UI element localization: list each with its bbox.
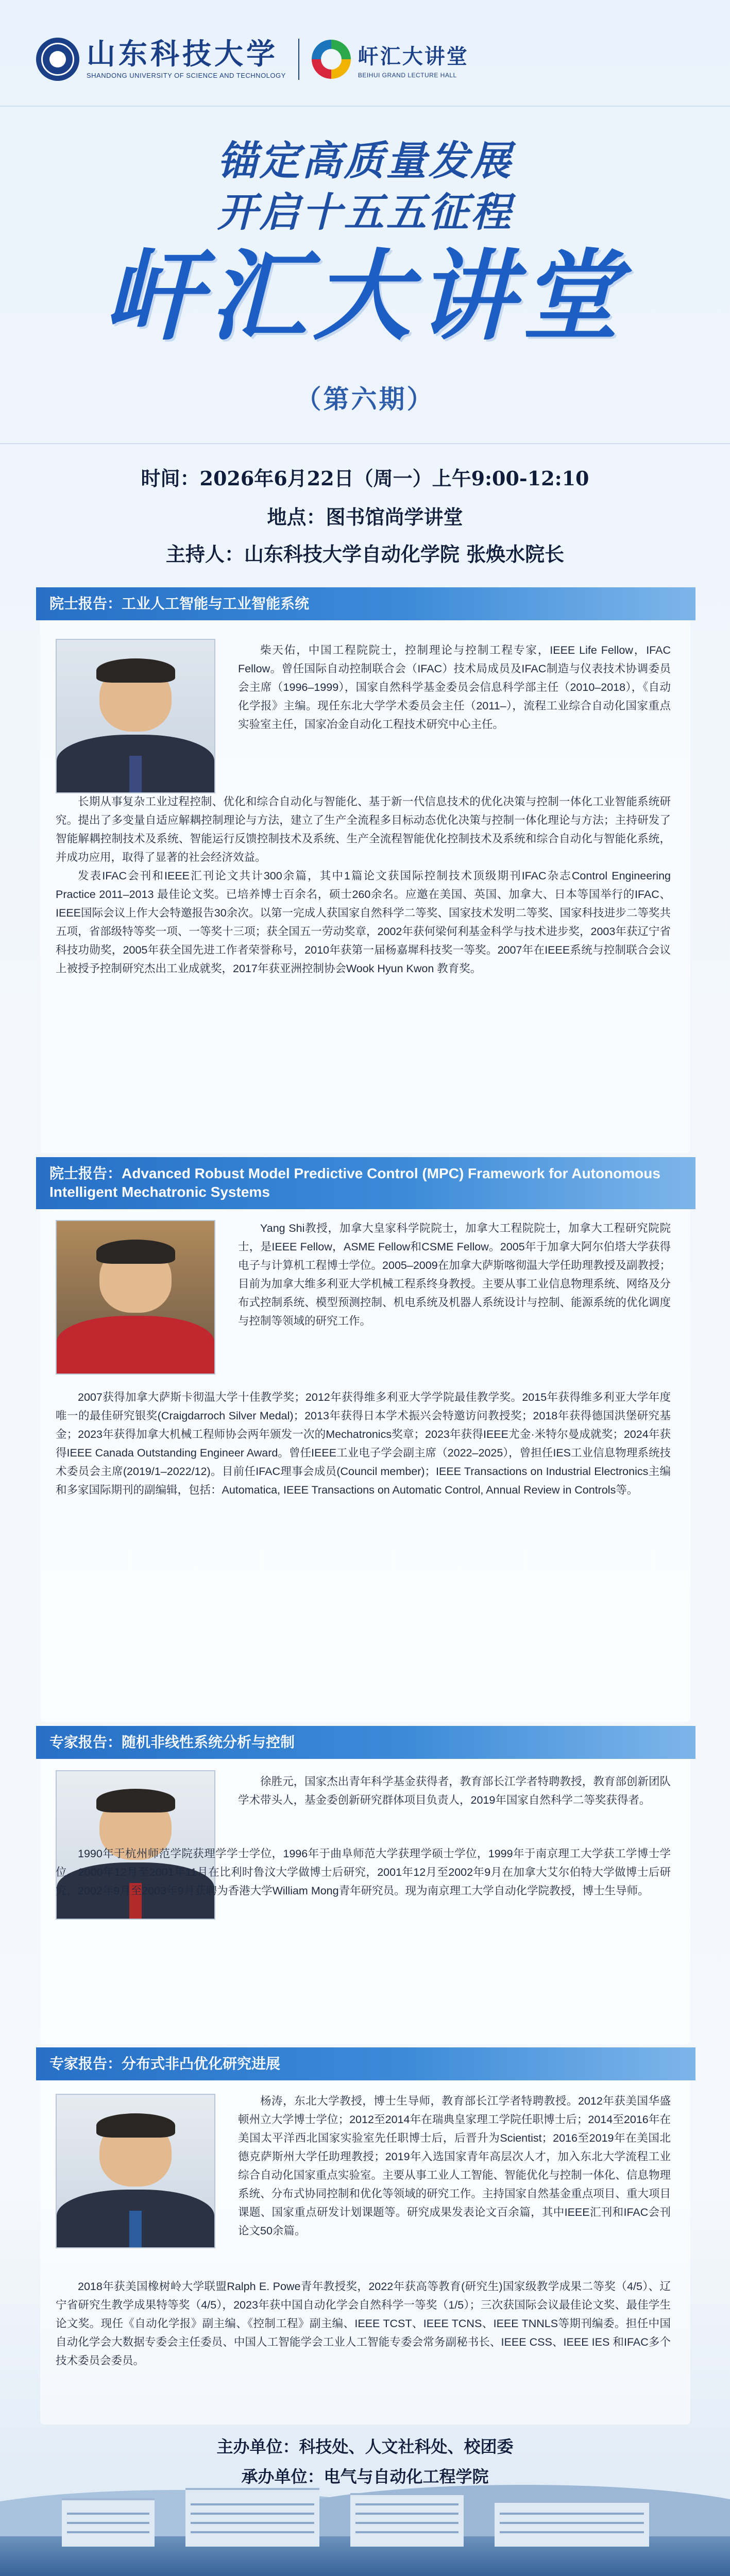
lecture-hall-logo-icon: [312, 40, 351, 79]
speaker-intro: [238, 641, 671, 734]
organizer: 主办单位：科技处、人文社科处、校团委: [216, 2437, 514, 2456]
speaker-intro: [238, 1219, 671, 1330]
speaker-bio: [56, 2277, 671, 2370]
speaker-intro-text: 杨涛，东北大学教授，博士生导师，教育部长江学者特聘教授。2012年获美国华盛顿州立大学博士学位；2012至2014年在瑞典皇家理工学院任职博士后；2014至2016年在美国太平洋西北国家实验室先任职博士后，后晋升为Scientist；2016至2019年在美国北德克萨斯州大学任助理教授；2019年入选国家青年高层次人才，加入东北大学流程工业综合自动化国家重点实验室。主要从事工业人工智能、智能优化与控制一体化、信息物理系统、分布式协同控制和优化等领域的研究工作。主持国家自然基金重点项目、重大项目课题、国家重点研发计划课题等。研究成果发表论文百余篇，其中IEEE汇刊和IFAC会刊论文50余篇。: [238, 2095, 671, 2237]
section-heading: 专家报告：分布式非凸优化研究进展: [36, 2047, 695, 2080]
campus-building: [185, 2488, 319, 2547]
event-host: 主持人：山东科技大学自动化学院 张焕水院长: [165, 543, 565, 566]
session-number: （第六期）: [295, 385, 435, 414]
campus-illustration: [0, 2485, 730, 2576]
speaker-bio: [56, 1388, 671, 1499]
speaker-bio: [56, 792, 671, 978]
speaker-intro-text: Yang Shi教授，加拿大皇家科学院院士，加拿大工程院院士，加拿大工程研究院院士，是IEEE Fellow，ASME Fellow和CSME Fellow。2005年于加拿大阿尔伯塔大学获得电子与计算机工程博士学位。2005–2009在加拿大萨斯喀彻温大学任助理教授及副教授；目前为加拿大维多利亚大学机械工程系终身教授。主要从事工业信息物理系统、网络及分布式控制系统、模型预测控制、机电系统及机器人系统设计与控制、能源系统的优化调度与控制等领域的研究工作。: [238, 1222, 671, 1327]
campus-building: [62, 2498, 155, 2547]
slogan-line-2: 开启十五五征程: [217, 190, 513, 235]
speaker-bio-paragraph: 发表IFAC会刊和IEEE汇刊论文共计300余篇，其中1篇论文获国际控制技术顶级期刊IFAC杂志Control Engineering Practice 2011–2013 最佳论文奖。已培养博士百余名，硕士260余名。应邀在美国、英国、加拿大、日本等国举行的IFAC、IEEE国际会议上作大会特邀报告30余次。以第一完成人获国家自然科学二等奖、国家技术发明二等奖、国家科技进步二等奖共五项，省部级特等奖一项、一等奖十三项；获全国五一劳动奖章，2002年获何梁何利基金科学与技术进步奖，2003年获辽宁省科技功勋奖，2005年获全国先进工作者荣誉称号，2010年获第一届杨嘉墀科技奖一等奖。2007年在IEEE系统与控制联合会议上被授予控制研究杰出工业成就奖，2017年获亚洲控制协会Wook Hyun Kwon 教育奖。: [56, 870, 671, 975]
university-logo: [36, 38, 286, 81]
university-seal-icon: [36, 38, 79, 81]
undertaker: 承办单位：电气与自动化工程学院: [241, 2467, 489, 2486]
speaker-intro-text: 徐胜元，国家杰出青年科学基金获得者，教育部长江学者特聘教授，教育部创新团队学术带头人，基金委创新研究群体项目负责人，2019年国家自然科学二等奖获得者。: [238, 1775, 671, 1806]
speaker-bio-paragraph: 1990年于杭州师范学院获理学学士学位，1996年于曲阜师范大学获理学硕士学位，1999年于南京理工大学获工学博士学位。2000年12月至2001年11月在比利时鲁汶大学做博士后研究，2001年12月至2002年9月在加拿大艾尔伯特大学做博士后研究，2002年9月至2003年9月获聘为香港大学William Mong青年研究员。现为南京理工大学自动化学院教授，博士生导师。: [56, 1848, 671, 1897]
speaker-bio-paragraph: 长期从事复杂工业过程控制、优化和综合自动化与智能化、基于新一代信息技术的优化决策与控制一体化工业智能系统研究。提出了多变量自适应解耦控制理论与方法，建立了生产全流程多目标动态优化决策与控制一体化理论与方法；主持研发了智能解耦控制技术及系统、智能运行反馈控制技术及系统、生产全流程智能优化控制技术及系统和综合自动化与智能化系统，并成功应用，取得了显著的社会经济效益。: [56, 795, 671, 863]
section-heading: 专家报告：随机非线性系统分析与控制: [36, 1726, 695, 1759]
speaker-bio-paragraph: 2007获得加拿大萨斯卡彻温大学十佳教学奖；2012年获得维多利亚大学学院最佳教学奖。2015年获得维多利亚大学年度唯一的最佳研究银奖(Craigdarroch Silver Medal)；2013年获得日本学术振兴会特邀访问教授奖；2018年获得德国洪堡研究基金；2023年获得加拿大机械工程师协会两年颁发一次的Mechatronics奖章；2023年获得IEEE尤金·米特尔曼成就奖；2024年获得IEEE Canada Outstanding Engineer Award。曾任IEEE工业电子学会副主席（2022–2025），曾担任IES工业信息物理系统技术委员会主席(2019/1–2022/12)。目前任IFAC理事会成员(Council member)；IEEE Transactions on Industrial Electronics主编和多家国际期刊的副编辑，包括：Automatica, IEEE Transactions on Automatic Control, Annual Review in Controls等。: [56, 1391, 671, 1496]
event-title: 屽汇大讲堂: [105, 239, 625, 353]
campus-building: [350, 2493, 464, 2547]
speaker-intro: [238, 1772, 671, 1809]
university-name-cn: 山东科技大学: [87, 37, 278, 71]
speaker-photo: [56, 639, 215, 793]
lecture-hall-name-cn: 屽汇大讲堂: [358, 45, 469, 68]
section-heading: 院士报告：工业人工智能与工业智能系统: [36, 587, 695, 620]
decor-line: [0, 443, 730, 444]
lecture-hall-name-en: BEIHUI GRAND LECTURE HALL: [358, 71, 457, 79]
speaker-photo: [56, 1220, 215, 1375]
decor-line: [0, 106, 730, 107]
campus-building: [495, 2501, 649, 2547]
section-heading: 院士报告：Advanced Robust Model Predictive Control (MPC) Framework for Autonomous Intelligent Mechatronic Systems: [36, 1157, 695, 1209]
speaker-intro: [238, 2092, 671, 2240]
slogan-line-1: 锚定高质量发展: [217, 138, 513, 183]
event-time: 时间：2026年6月22日（周一）上午9:00-12:10: [141, 467, 589, 490]
university-name-en: SHANDONG UNIVERSITY OF SCIENCE AND TECHNOLOGY: [87, 71, 286, 79]
logo-divider: [298, 39, 299, 80]
header-logos: [36, 31, 694, 88]
speaker-bio: [56, 1844, 671, 1900]
speaker-photo: [56, 2094, 215, 2248]
speaker-bio-paragraph: 2018年获美国橡树岭大学联盟Ralph E. Powe青年教授奖，2022年获高等教育(研究生)国家级教学成果二等奖（4/5）、辽宁省研究生教学成果特等奖（4/5），2023年获中国自动化学会自然科学一等奖（1/5）；三次获国际会议最佳论文奖、最佳学生论文奖。现任《自动化学报》副主编、《控制工程》副主编、IEEE TCST、IEEE TCNS、IEEE TNNLS等期刊编委。担任中国自动化学会大数据专委会主任委员、中国人工智能学会工业人工智能专委会常务副秘书长、IEEE CSS、IEEE IES 和IFAC多个技术委员会委员。: [56, 2280, 671, 2367]
speaker-intro-text: 柴天佑，中国工程院院士，控制理论与控制工程专家，IEEE Life Fellow，IFAC Fellow。曾任国际自动控制联合会（IFAC）技术局成员及IFAC制造与仪表技术协调委员会主席（1996–1999），国家自然科学基金委员会信息科学部主任（2010–2018），《自动化学报》主编。现任东北大学学术委员会主任（2011–），流程工业综合自动化国家重点实验室主任，国家冶金自动化工程技术研究中心主任。: [238, 644, 671, 731]
event-place: 地点：图书馆尚学讲堂: [267, 505, 463, 529]
